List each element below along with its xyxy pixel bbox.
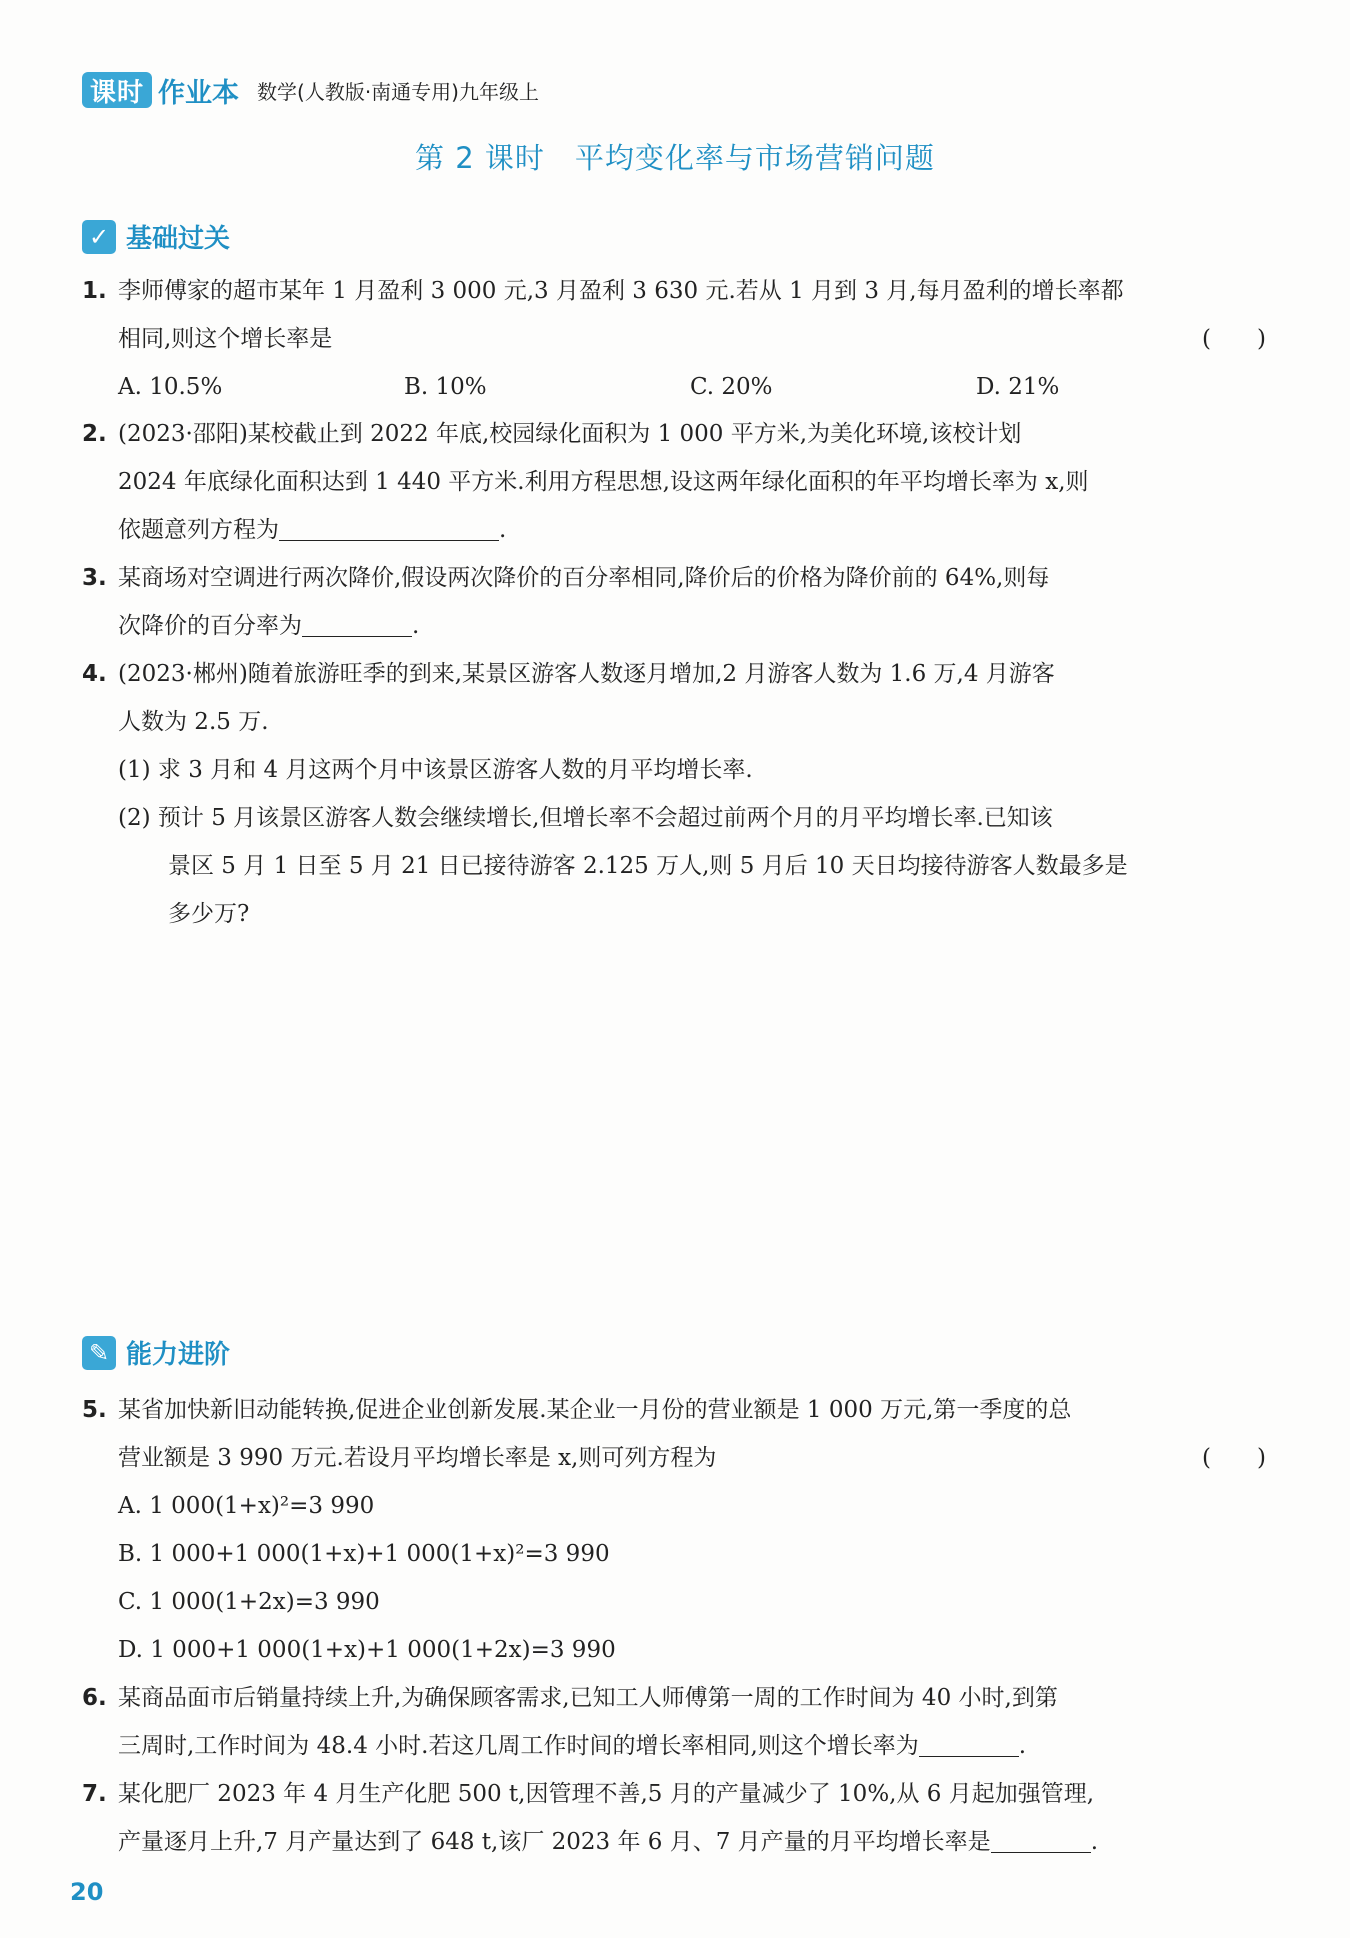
question-6 — [82, 1674, 1272, 1770]
question-text: 某化肥厂 2023 年 4 月生产化肥 500 t,因管理不善,5 月的产量减少了 10%,从 6 月起加强管理, — [118, 1781, 1095, 1807]
period: . — [1090, 1829, 1098, 1855]
question-number: 3. — [82, 565, 107, 591]
option-c: C. 20% — [690, 374, 773, 400]
question-text: 李师傅家的超市某年 1 月盈利 3 000 元,3 月盈利 3 630 元.若从 1 月到 3 月,每月盈利的增长率都 — [118, 278, 1124, 304]
question-number: 5. — [82, 1397, 107, 1423]
answer-blank[interactable] — [919, 1726, 1019, 1757]
question-number: 6. — [82, 1685, 107, 1711]
question-text: 人数为 2.5 万. — [118, 709, 269, 735]
subquestion-2-text: 多少万? — [168, 901, 250, 927]
question-4 — [82, 650, 1272, 938]
pencil-icon: ✎ — [82, 1336, 116, 1370]
period: . — [499, 517, 507, 543]
question-number: 7. — [82, 1781, 107, 1807]
lesson-title: 第 2 课时 平均变化率与市场营销问题 — [415, 141, 935, 175]
question-text: 依题意列方程为 — [118, 517, 279, 543]
subquestion-1: (1) 求 3 月和 4 月这两个月中该景区游客人数的月平均增长率. — [118, 757, 753, 783]
option-c: C. 1 000(1+2x)=3 990 — [118, 1589, 380, 1615]
question-text: 2024 年底绿化面积达到 1 440 平方米.利用方程思想,设这两年绿化面积的年平均增长率为 x,则 — [118, 469, 1089, 495]
option-d: D. 1 000+1 000(1+x)+1 000(1+2x)=3 990 — [118, 1637, 616, 1663]
options — [82, 363, 1272, 411]
question-text: 三周时,工作时间为 48.4 小时.若这几周工作时间的增长率相同,则这个增长率为 — [118, 1733, 919, 1759]
page-number: 20 — [70, 1878, 104, 1906]
answer-paren: ( ) — [1202, 1445, 1266, 1471]
question-text: 某省加快新旧动能转换,促进企业创新发展.某企业一月份的营业额是 1 000 万元,第一季度的总 — [118, 1397, 1072, 1423]
answer-paren: ( ) — [1202, 326, 1266, 352]
header — [82, 70, 539, 110]
question-2 — [82, 410, 1272, 554]
question-7 — [82, 1770, 1272, 1866]
option-d: D. 21% — [976, 374, 1060, 400]
option-a: A. 1 000(1+x)²=3 990 — [118, 1493, 375, 1519]
section-basic — [82, 218, 230, 255]
question-number: 2. — [82, 421, 107, 447]
question-3 — [82, 554, 1272, 650]
question-text: 某商品面市后销量持续上升,为确保顾客需求,已知工人师傅第一周的工作时间为 40 小时,到第 — [118, 1685, 1058, 1711]
brand-name: 作业本 — [158, 77, 240, 109]
option-b: B. 1 000+1 000(1+x)+1 000(1+x)²=3 990 — [118, 1541, 610, 1567]
option-b: B. 10% — [404, 374, 487, 400]
question-text: (2023·郴州)随着旅游旺季的到来,某景区游客人数逐月增加,2 月游客人数为 1.6 万,4 月游客 — [118, 661, 1055, 687]
option-a: A. 10.5% — [118, 374, 223, 400]
question-text: 营业额是 3 990 万元.若设月平均增长率是 x,则可列方程为 — [118, 1445, 717, 1471]
section-advanced — [82, 1334, 230, 1371]
question-text: 产量逐月上升,7 月产量达到了 648 t,该厂 2023 年 6 月、7 月产量的月平均增长率是 — [118, 1829, 991, 1855]
check-icon: ✓ — [82, 220, 116, 254]
subquestion-2: (2) 预计 5 月该景区游客人数会继续增长,但增长率不会超过前两个月的月平均增长率.已知该 — [118, 805, 1053, 831]
question-text: 某商场对空调进行两次降价,假设两次降价的百分率相同,降价后的价格为降价前的 64%,则每 — [118, 565, 1050, 591]
question-text: (2023·邵阳)某校截止到 2022 年底,校园绿化面积为 1 000 平方米,为美化环境,该校计划 — [118, 421, 1022, 447]
period: . — [1018, 1733, 1027, 1759]
question-number: 1. — [82, 278, 107, 304]
answer-blank[interactable] — [302, 606, 412, 637]
section-advanced-label: 能力进阶 — [126, 1340, 231, 1370]
logo: 课时 — [82, 72, 152, 108]
answer-blank[interactable] — [279, 510, 499, 541]
question-5 — [82, 1386, 1272, 1674]
question-number: 4. — [82, 661, 107, 687]
book-subtitle: 数学(人教版·南通专用)九年级上 — [257, 79, 539, 104]
answer-blank[interactable] — [991, 1822, 1091, 1853]
question-text: 次降价的百分率为 — [118, 613, 302, 639]
question-text: 相同,则这个增长率是 — [118, 326, 333, 352]
section-basic-label: 基础过关 — [126, 224, 231, 254]
period: . — [412, 613, 420, 639]
question-1 — [82, 267, 1272, 411]
subquestion-2-text: 景区 5 月 1 日至 5 月 21 日已接待游客 2.125 万人,则 5 月后 10 天日均接待游客人数最多是 — [168, 853, 1128, 879]
